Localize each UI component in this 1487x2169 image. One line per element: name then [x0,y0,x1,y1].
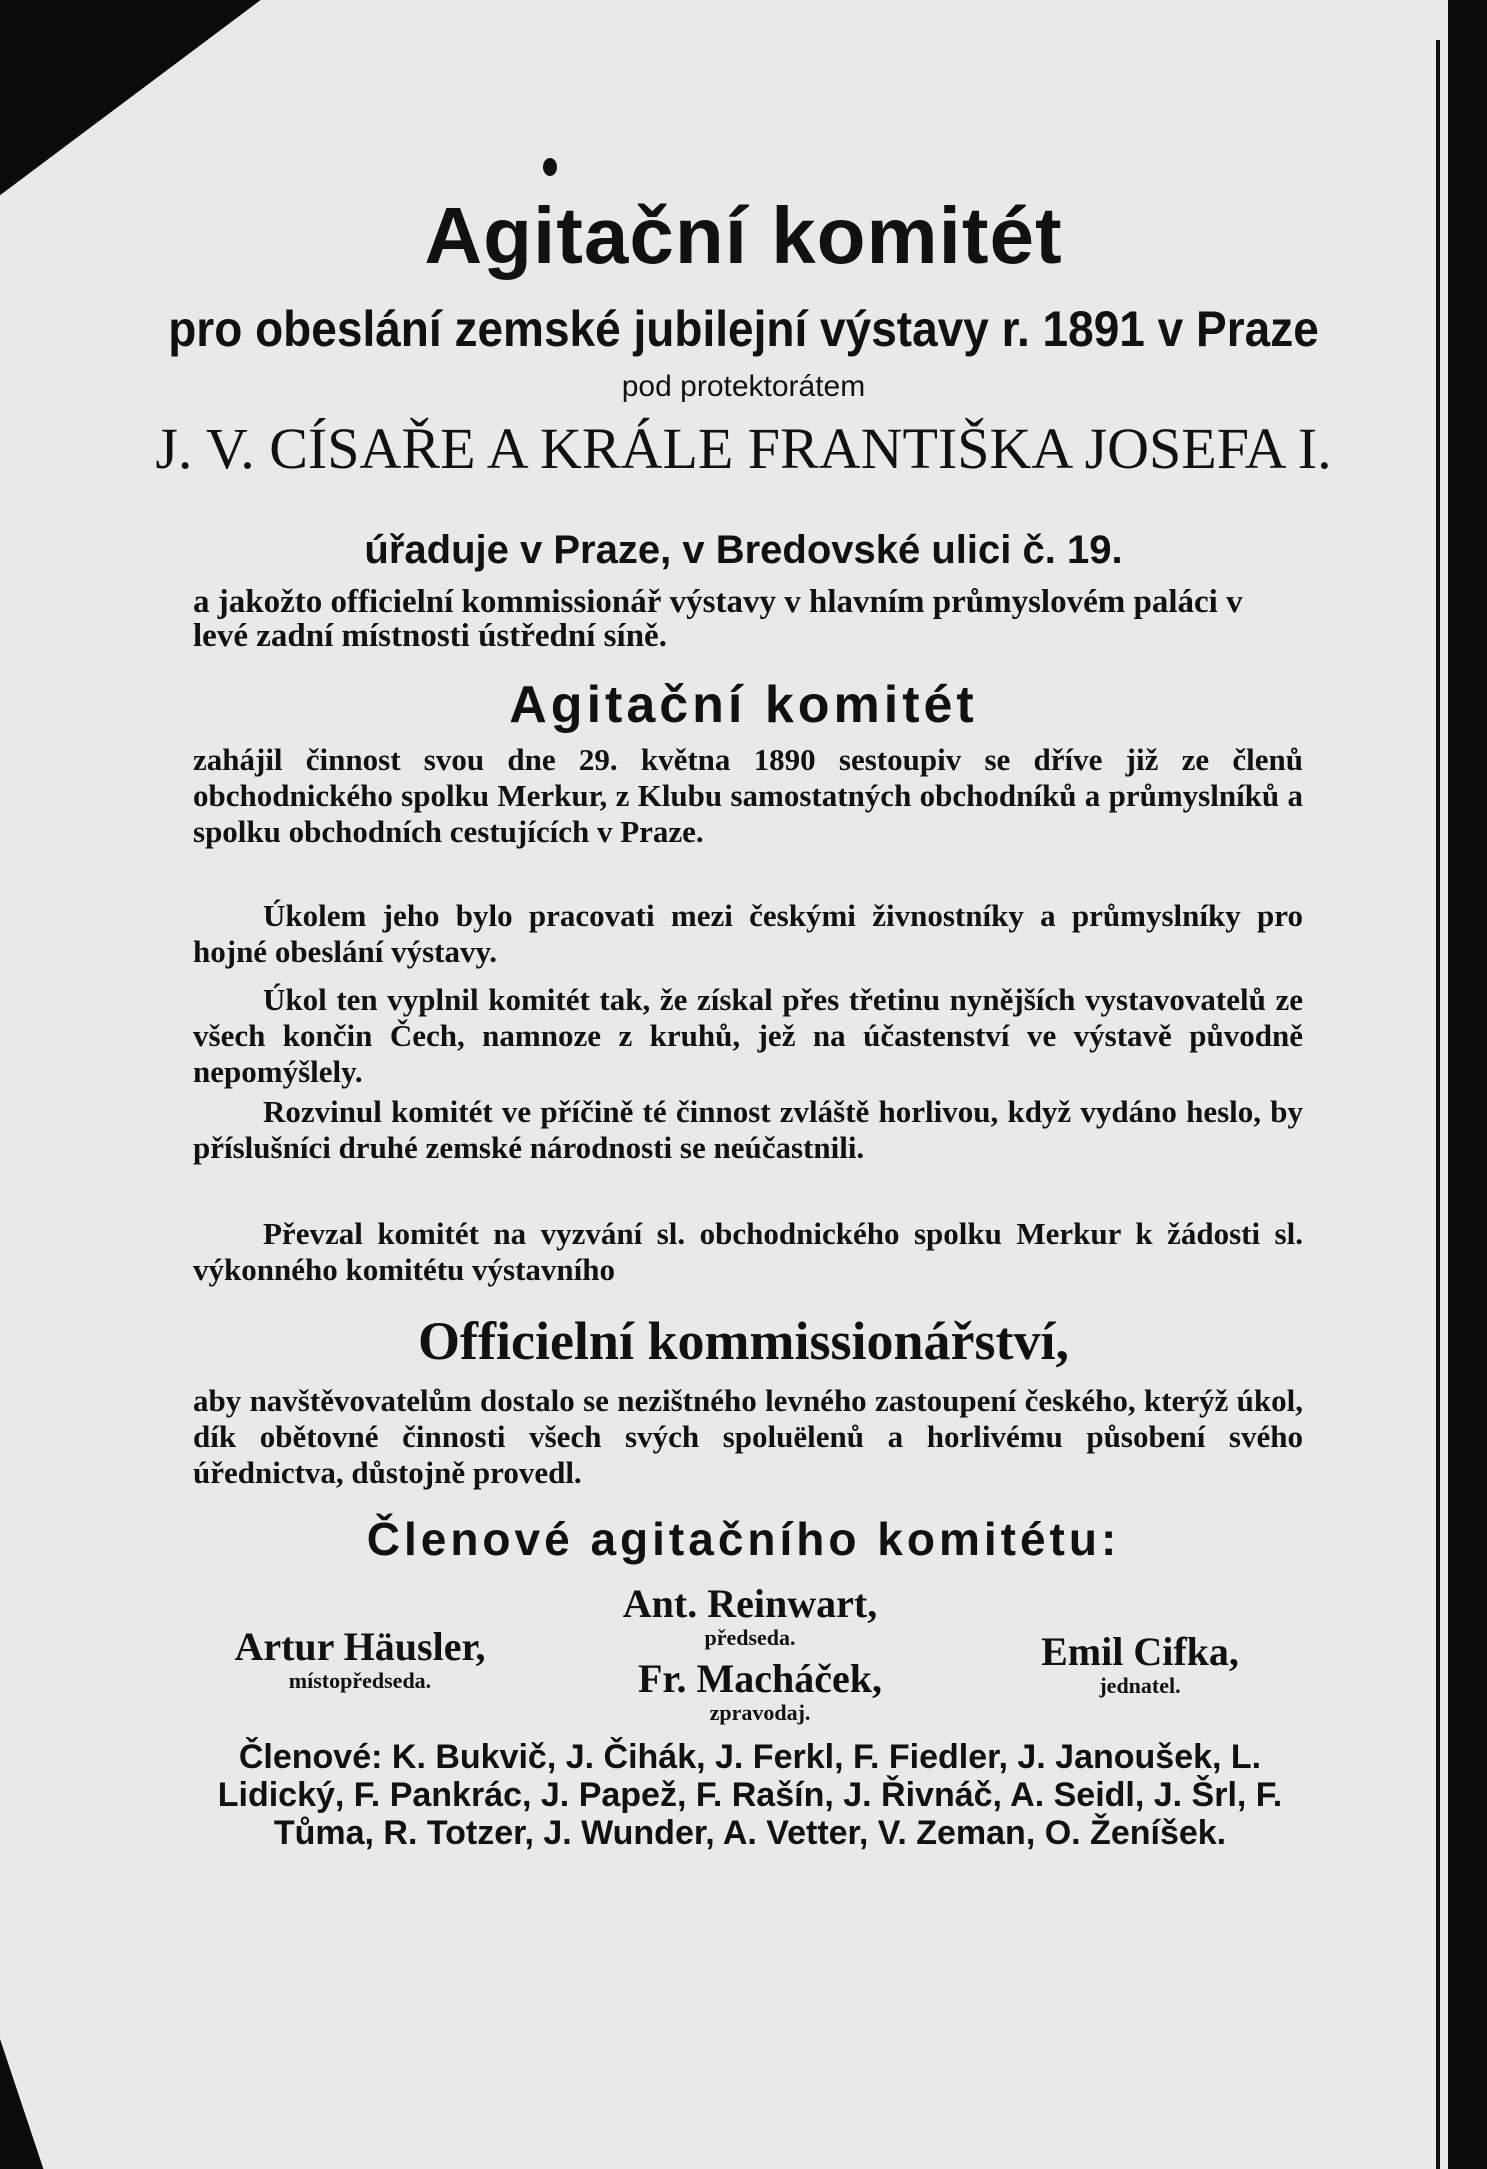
commissionership-title: Officielní kommissionářství, [418,1311,1069,1371]
paragraph-3: Úkol ten vyplnil komitét tak, že získal přes třetinu nynějších vystavovatelů ze všech končin Čech, namnoze z kruhů, jež na účastenství ve výstavě původně nepomýšlely. [193,982,1303,1089]
page-edge-line [1436,40,1440,2169]
section-title: Agitační komitét [509,676,978,734]
commissioner-note: a jakožto officielní kommissionář výstavy v hlavním průmyslovém paláci v levé zadní místnosti ústřední síně. [193,584,1243,654]
poster-title: Agitační komitét [424,191,1063,280]
members-list: Členové: K. Bukvič, J. Čihák, J. Ferkl, F. Fiedler, J. Janoušek, L. Lidický, F. Pankrác, J. Papež, F. Rašín, J. Řivnáč, A. Seidl, J. Šrl, F. Tůma, R. Totzer, J. Wunder, A. Vetter, V. Zeman, O. Ženíšek. [217,1738,1283,1852]
officer-role: zpravodaj. [709,1700,811,1725]
officer-name: Artur Häusler, [234,1624,486,1669]
officer-name: Emil Cifka, [1041,1629,1239,1674]
ink-dot [543,158,557,176]
paragraph-5: Převzal komitét na vyzvání sl. obchodnického spolku Merkur k žádosti sl. výkonného komitétu výstavního [193,1216,1303,1287]
officer-name: Ant. Reinwart, [622,1581,878,1626]
office-address: úřaduje v Praze, v Bredovské ulici č. 19. [364,528,1123,572]
officer-chairman [560,1580,940,1651]
paragraph-1: zahájil činnost svou dne 29. května 1890 sestoupiv se dříve již ze členů obchodnického spolku Merkur, z Klubu samostatných obchodníků a průmyslníků a spolku obchodních cestujících v Praze. [193,742,1303,849]
officer-rapporteur [580,1655,940,1726]
commissionership-text: aby navštěvovatelům dostalo se nezištného levného zastoupení českého, kterýž úkol, dík obětovné činnosti všech svých spoluëlenů a horlivému působení svého úřednictva, důstojně provedl. [193,1383,1303,1490]
officer-role: předseda. [704,1625,796,1650]
officer-vice-chairman [190,1623,530,1694]
patron-name: J. V. CÍSAŘE A KRÁLE FRANTIŠKA JOSEFA I. [155,416,1332,481]
patronage-line: pod protektorátem [621,370,866,403]
paragraph-4: Rozvinul komitét ve příčině té činnost zvláště horlivou, když vydáno heslo, by příslušníci druhé zemské národnosti se neúčastnili. [193,1094,1303,1165]
officer-role: jednatel. [1099,1673,1181,1698]
poster-subtitle: pro obeslání zemské jubilejní výstavy r. 1891 v Praze [168,301,1319,357]
paragraph-2: Úkolem jeho bylo pracovati mezi českými živnostníky a průmyslníky pro hojné obeslání výstavy. [193,898,1303,969]
officer-name: Fr. Macháček, [637,1656,883,1701]
officer-role: místopředseda. [288,1668,432,1693]
officer-secretary [990,1628,1290,1699]
members-title: Členové agitačního komitétu: [366,1513,1121,1565]
